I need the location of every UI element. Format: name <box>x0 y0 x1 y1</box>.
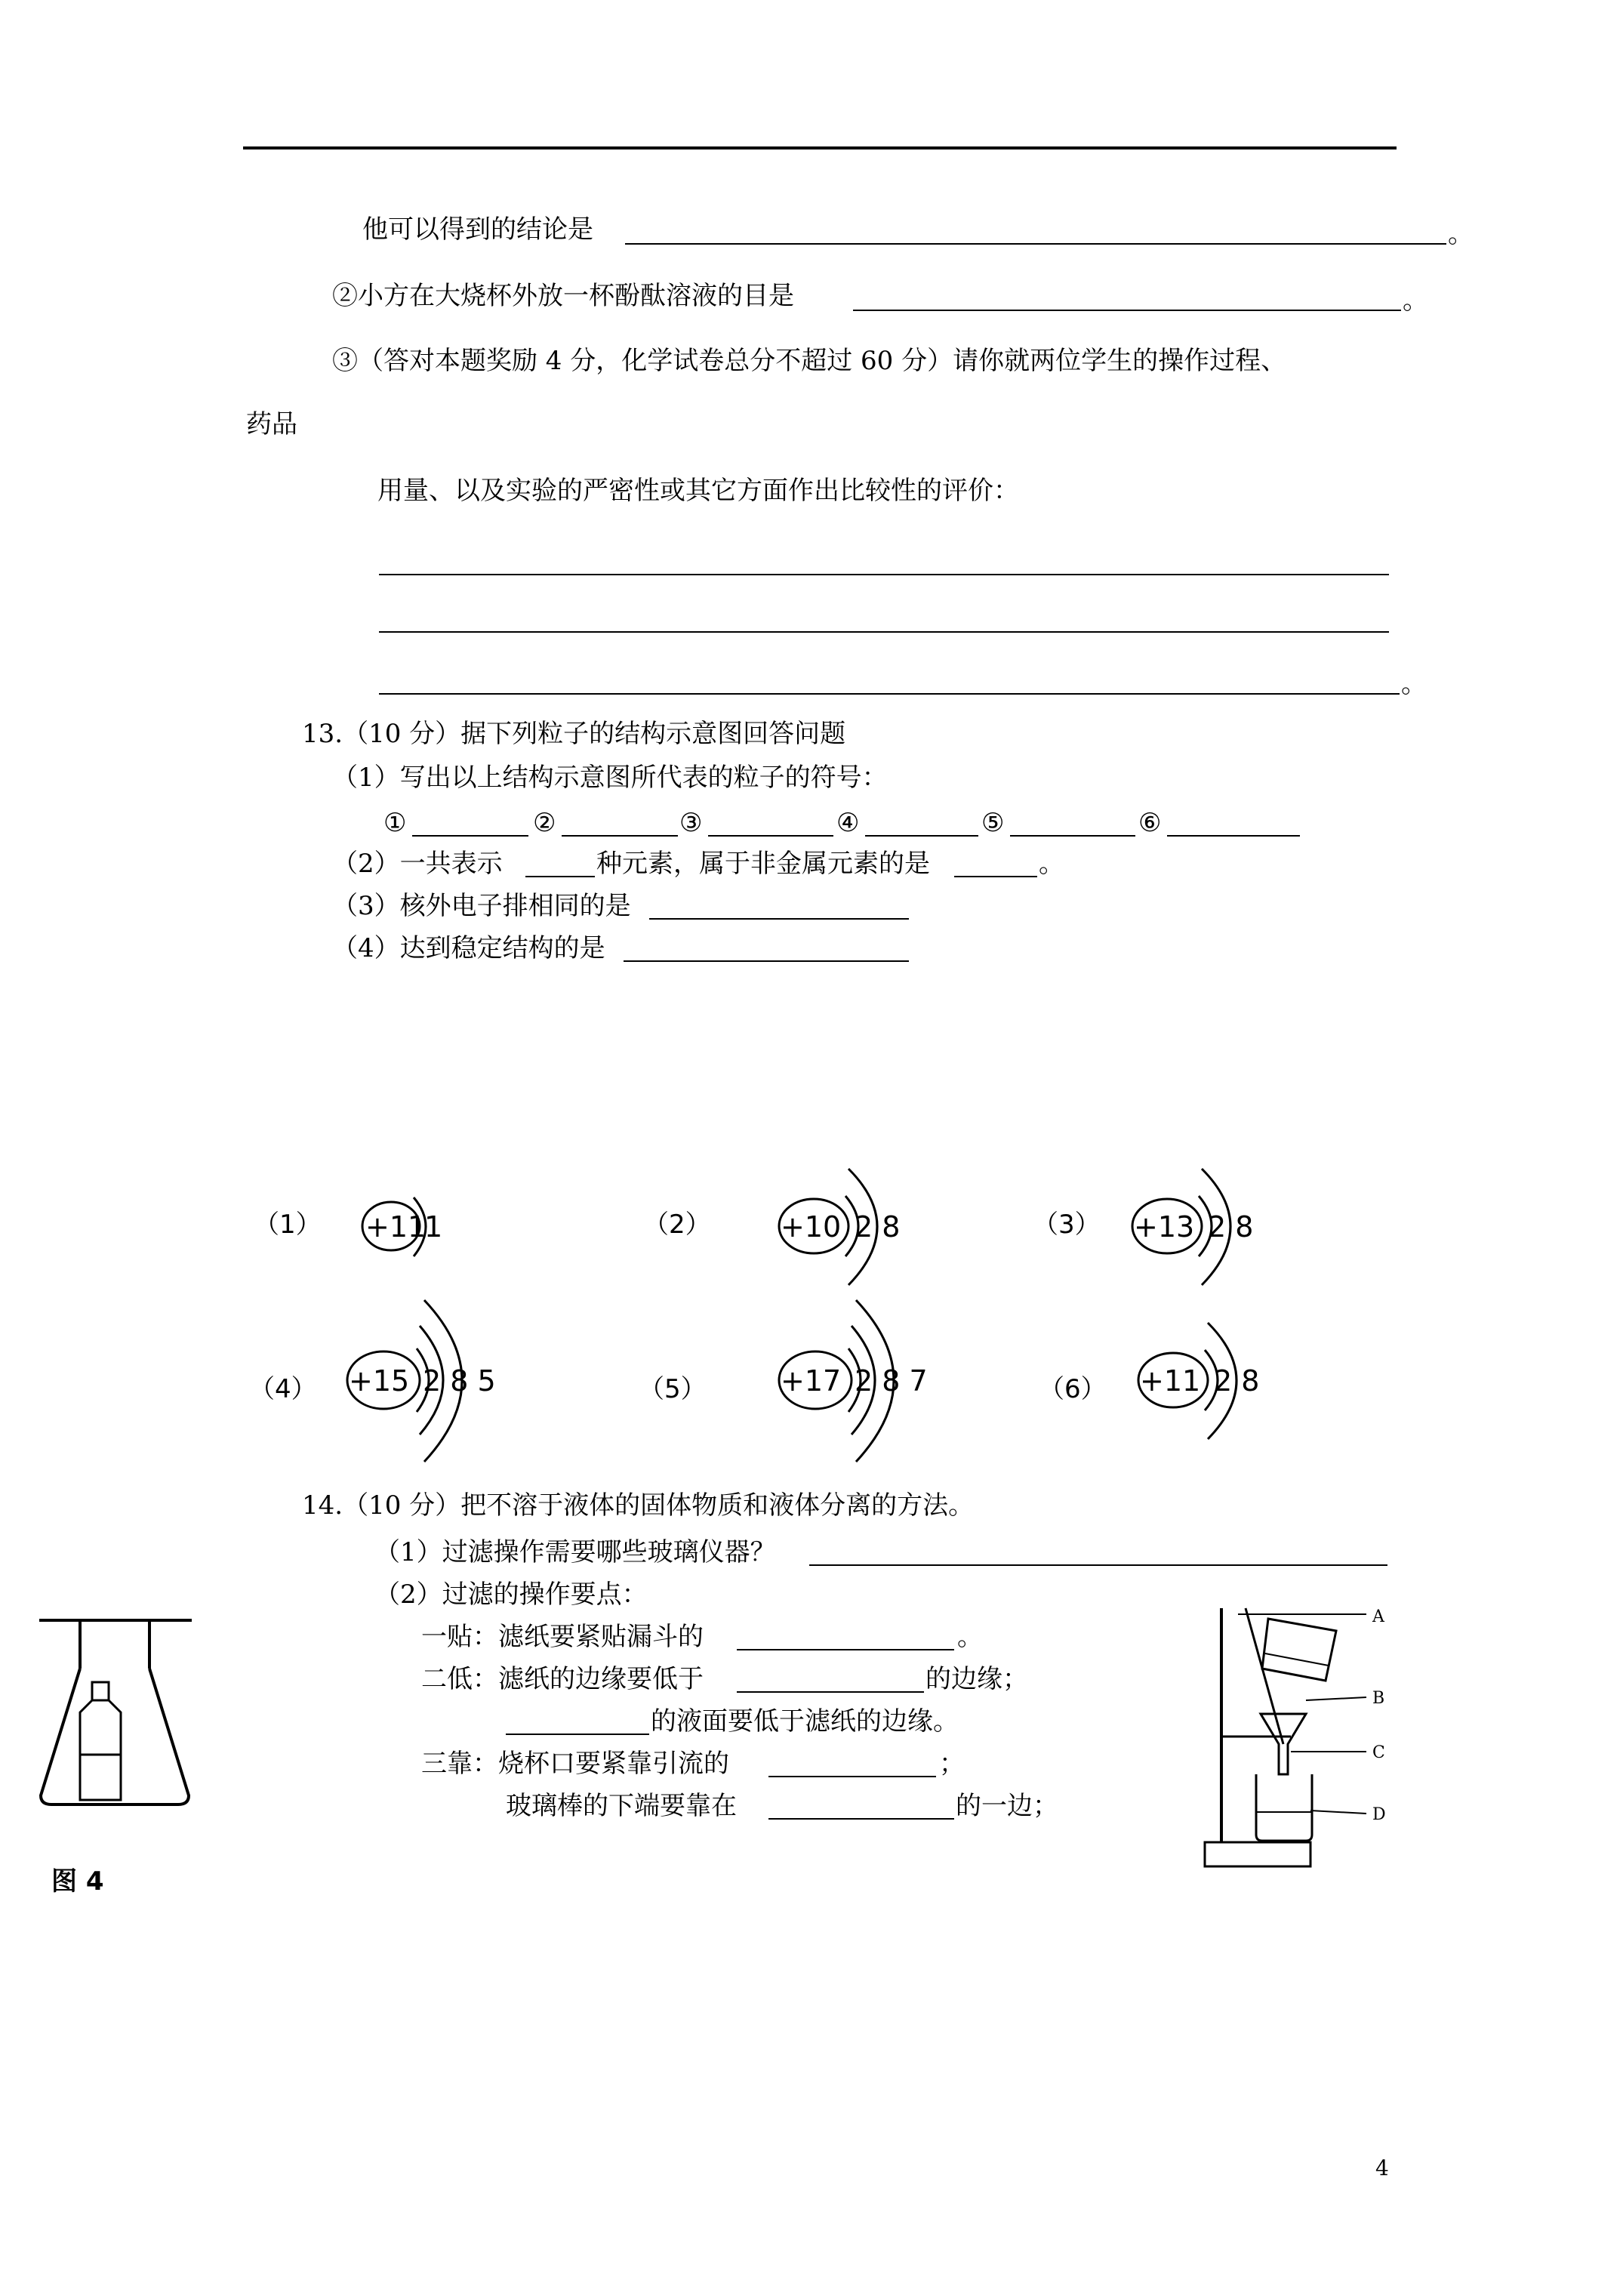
symbol-label-5: ⑤ <box>981 808 1005 838</box>
q14-rule5b: 的一边； <box>956 1791 1058 1821</box>
q14-rule2b: 的边缘； <box>925 1664 1028 1694</box>
atom-3-electrons: 2 8 <box>1208 1210 1254 1244</box>
q12-line3b: 药品 <box>246 409 297 439</box>
answer-blank[interactable] <box>768 1776 936 1777</box>
answer-blank[interactable] <box>853 310 1401 311</box>
answer-blank[interactable] <box>506 1734 649 1735</box>
atom-1-diagram <box>355 1178 491 1276</box>
q14-part1: （1）过滤操作需要哪些玻璃仪器？ <box>374 1537 776 1567</box>
symbol-label-4: ④ <box>836 808 860 838</box>
atom-6-electrons: 2 8 <box>1214 1364 1260 1398</box>
answer-blank[interactable] <box>737 1691 924 1693</box>
answer-line[interactable] <box>379 631 1389 633</box>
answer-line[interactable] <box>379 693 1400 695</box>
atom-2-electrons: 2 8 <box>855 1210 901 1244</box>
q13-part1: （1）写出以上结构示意图所代表的粒子的符号： <box>332 763 888 793</box>
q14-rule4b: ； <box>939 1749 965 1779</box>
atom-2-nucleus: +10 <box>781 1210 842 1244</box>
atom-6-label: （6） <box>1039 1374 1107 1404</box>
atom-4-label: （4） <box>249 1374 317 1404</box>
symbol-label-1: ① <box>383 808 407 838</box>
atom-4-electrons: 2 8 5 <box>423 1364 496 1398</box>
answer-blank[interactable] <box>562 835 678 837</box>
atom-1-nucleus: +11 <box>365 1210 427 1244</box>
flask-figure <box>36 1616 202 1812</box>
answer-blank[interactable] <box>809 1564 1387 1566</box>
q14-part2: （2）过滤的操作要点： <box>374 1579 648 1610</box>
q13-part3: （3）核外电子排相同的是 <box>332 891 631 921</box>
atom-5-electrons: 2 8 7 <box>855 1364 928 1398</box>
q14-rule1b: 。 <box>957 1622 983 1652</box>
answer-blank[interactable] <box>649 918 909 920</box>
q13-part2a: （2）一共表示 <box>332 849 503 879</box>
answer-blank[interactable] <box>525 876 595 877</box>
answer-blank[interactable] <box>412 835 528 837</box>
page-number: 4 <box>1375 2156 1389 2180</box>
atom-6-diagram <box>1131 1314 1312 1442</box>
q12-end: 。 <box>1401 669 1427 699</box>
answer-blank[interactable] <box>625 243 1446 245</box>
symbol-label-6: ⑥ <box>1138 808 1162 838</box>
q13-part4: （4）达到稳定结构的是 <box>332 933 605 963</box>
symbol-label-2: ② <box>533 808 556 838</box>
q14-rule3b: 的液面要低于滤纸的边缘。 <box>651 1706 959 1737</box>
q14-rule1a: 一贴：滤纸要紧贴漏斗的 <box>421 1622 704 1652</box>
q14-rule4a: 三靠：烧杯口要紧靠引流的 <box>421 1749 729 1779</box>
answer-blank[interactable] <box>737 1649 954 1650</box>
header-rule <box>243 146 1397 149</box>
q12-line3: ③（答对本题奖励 4 分，化学试卷总分不超过 60 分）请你就两位学生的操作过程、 <box>332 346 1287 376</box>
atom-4-nucleus: +15 <box>349 1364 410 1398</box>
q13-part2c: 。 <box>1039 849 1064 879</box>
q12-line1: 他可以得到的结论是 <box>362 214 593 245</box>
answer-blank[interactable] <box>865 835 978 837</box>
q12-line4: 用量、以及实验的严密性或其它方面作出比较性的评价： <box>377 476 1019 506</box>
answer-blank[interactable] <box>954 876 1037 877</box>
atom-6-nucleus: +11 <box>1140 1364 1201 1398</box>
atom-3-label: （3） <box>1033 1210 1101 1240</box>
q13-part2b: 种元素，属于非金属元素的是 <box>596 849 930 879</box>
atom-5-nucleus: +17 <box>781 1364 842 1398</box>
label-a: A <box>1372 1607 1384 1626</box>
q14-rule5a: 玻璃棒的下端要靠在 <box>506 1791 737 1821</box>
q14-title: 14.（10 分）把不溶于液体的固体物质和液体分离的方法。 <box>302 1490 975 1521</box>
atom-5-label: （5） <box>639 1374 707 1404</box>
q12-line1-end: 。 <box>1448 219 1474 249</box>
q12-line2: ②小方在大烧杯外放一杯酚酞溶液的目是 <box>332 281 794 311</box>
label-b: B <box>1372 1689 1385 1708</box>
answer-blank[interactable] <box>624 960 909 962</box>
filtration-apparatus <box>1178 1593 1404 1888</box>
answer-line[interactable] <box>379 574 1389 575</box>
q13-title: 13.（10 分）据下列粒子的结构示意图回答问题 <box>302 719 846 749</box>
atom-5-diagram <box>773 1291 969 1442</box>
q12-line2-end: 。 <box>1403 285 1428 316</box>
label-d: D <box>1372 1805 1386 1824</box>
atom-4-diagram <box>341 1291 537 1442</box>
atom-2-diagram <box>773 1163 954 1291</box>
q14-rule2a: 二低：滤纸的边缘要低于 <box>421 1664 704 1694</box>
atom-1-electrons: 1 <box>424 1210 443 1244</box>
answer-blank[interactable] <box>708 835 833 837</box>
answer-blank[interactable] <box>1010 835 1135 837</box>
figure-caption: 图 4 <box>51 1866 104 1897</box>
answer-blank[interactable] <box>1167 835 1300 837</box>
label-c: C <box>1372 1743 1385 1762</box>
atom-2-label: （2） <box>643 1210 711 1240</box>
answer-blank[interactable] <box>768 1818 954 1820</box>
atom-3-nucleus: +13 <box>1134 1210 1195 1244</box>
atom-1-label: （1） <box>254 1210 322 1240</box>
atom-3-diagram <box>1125 1163 1306 1291</box>
symbol-label-3: ③ <box>679 808 703 838</box>
